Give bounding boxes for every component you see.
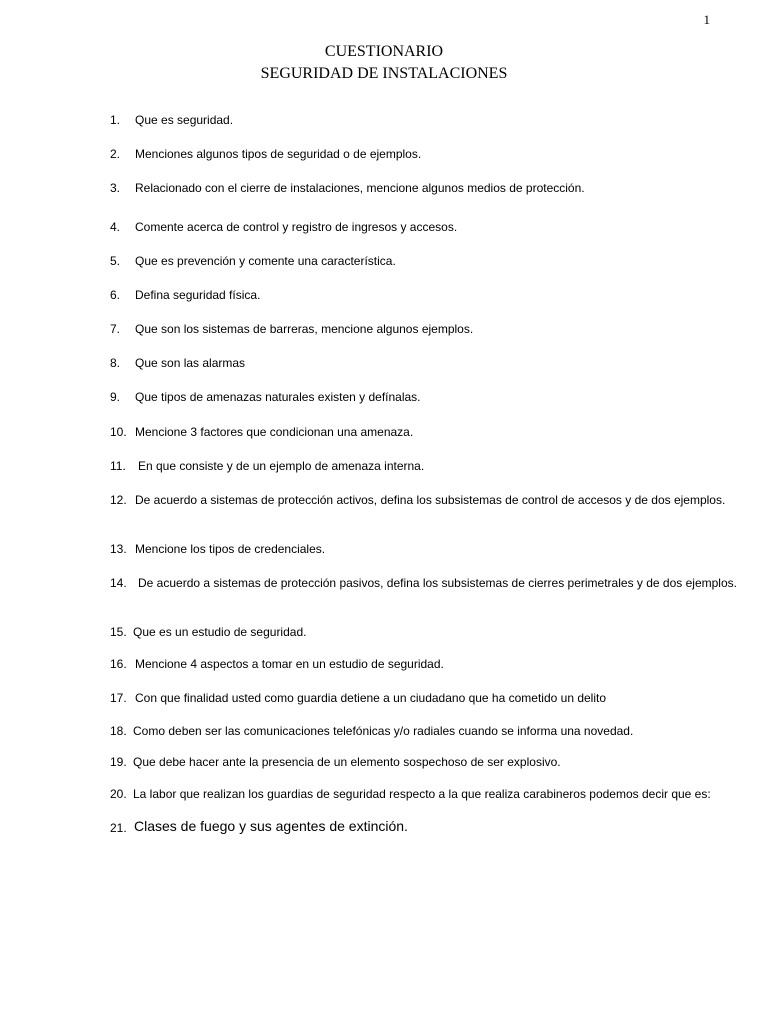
question-text: Mencione los tipos de credenciales. xyxy=(135,542,326,556)
question-item xyxy=(110,575,740,592)
question-item xyxy=(110,786,750,803)
question-number: 12. xyxy=(110,493,127,507)
page-number: 1 xyxy=(703,12,710,27)
question-number: 4. xyxy=(110,220,121,234)
question-text: Que debe hacer ante la presencia de un elemento sospechoso de ser explosivo. xyxy=(133,755,561,769)
question-text: De acuerdo a sistemas de protección pasivos, defina los subsistemas de cierres perimetrales y de dos ejemplos. xyxy=(138,576,737,590)
question-item xyxy=(110,112,740,129)
question-text: Con que finalidad usted como guardia detiene a un ciudadano que ha cometido un delito xyxy=(135,691,607,705)
question-item xyxy=(110,492,740,509)
title-line-2: SEGURIDAD DE INSTALACIONES xyxy=(260,65,508,82)
question-item xyxy=(110,219,740,236)
question-number: 8. xyxy=(110,356,121,370)
question-number: 11. xyxy=(110,459,126,473)
question-text: Como deben ser las comunicaciones telefónicas y/o radiales cuando se informa una novedad. xyxy=(133,724,634,738)
question-text: Defina seguridad física. xyxy=(135,288,261,302)
question-item xyxy=(110,656,740,673)
question-text: Clases de fuego y sus agentes de extinción. xyxy=(134,818,408,834)
question-text: Que es seguridad. xyxy=(135,113,234,127)
question-item xyxy=(110,754,740,771)
question-number: 5. xyxy=(110,254,121,268)
question-text: Que son las alarmas xyxy=(135,356,246,370)
question-number: 9. xyxy=(110,390,121,404)
question-item xyxy=(110,287,740,304)
question-item xyxy=(110,355,740,372)
question-number: 1. xyxy=(110,113,121,127)
question-number: 17. xyxy=(110,691,127,705)
question-number: 14. xyxy=(110,576,127,590)
question-number: 6. xyxy=(110,288,121,302)
question-item xyxy=(110,816,740,836)
question-number: 20. xyxy=(110,787,127,801)
question-item xyxy=(110,321,740,338)
question-number: 3. xyxy=(110,181,121,195)
question-text: Relacionado con el cierre de instalaciones, mencione algunos medios de protección. xyxy=(135,181,585,195)
question-item xyxy=(110,180,740,197)
question-item xyxy=(110,424,740,441)
question-text: Que son los sistemas de barreras, mencione algunos ejemplos. xyxy=(135,322,474,336)
question-item xyxy=(110,624,740,641)
question-text: Menciones algunos tipos de seguridad o de ejemplos. xyxy=(135,147,422,161)
question-number: 7. xyxy=(110,322,121,336)
question-item xyxy=(110,690,740,707)
question-number: 16. xyxy=(110,657,127,671)
question-number: 18. xyxy=(110,724,127,738)
question-text: Comente acerca de control y registro de ingresos y accesos. xyxy=(135,220,458,234)
question-text: Mencione 4 aspectos a tomar en un estudio de seguridad. xyxy=(135,657,444,671)
question-item xyxy=(110,253,740,270)
question-item xyxy=(110,458,740,475)
question-item xyxy=(110,389,740,406)
question-number: 21. xyxy=(110,821,127,835)
question-number: 19. xyxy=(110,755,127,769)
question-text: Que tipos de amenazas naturales existen y defínalas. xyxy=(135,390,421,404)
question-text: Mencione 3 factores que condicionan una amenaza. xyxy=(135,425,414,439)
title-line-1: CUESTIONARIO xyxy=(324,43,444,60)
question-text: En que consiste y de un ejemplo de amenaza interna. xyxy=(138,459,425,473)
question-item xyxy=(110,146,740,163)
question-text: De acuerdo a sistemas de protección activos, defina los subsistemas de control de accesos y de dos ejemplos. xyxy=(135,493,726,507)
question-text: Que es un estudio de seguridad. xyxy=(133,625,307,639)
question-number: 10. xyxy=(110,425,127,439)
question-text: La labor que realizan los guardias de seguridad respecto a la que realiza carabineros podemos decir que es: xyxy=(133,787,711,801)
question-item xyxy=(110,541,740,558)
question-item xyxy=(110,723,740,740)
question-text: Que es prevención y comente una característica. xyxy=(135,254,396,268)
question-number: 15. xyxy=(110,625,127,639)
question-number: 2. xyxy=(110,147,121,161)
question-number: 13. xyxy=(110,542,127,556)
